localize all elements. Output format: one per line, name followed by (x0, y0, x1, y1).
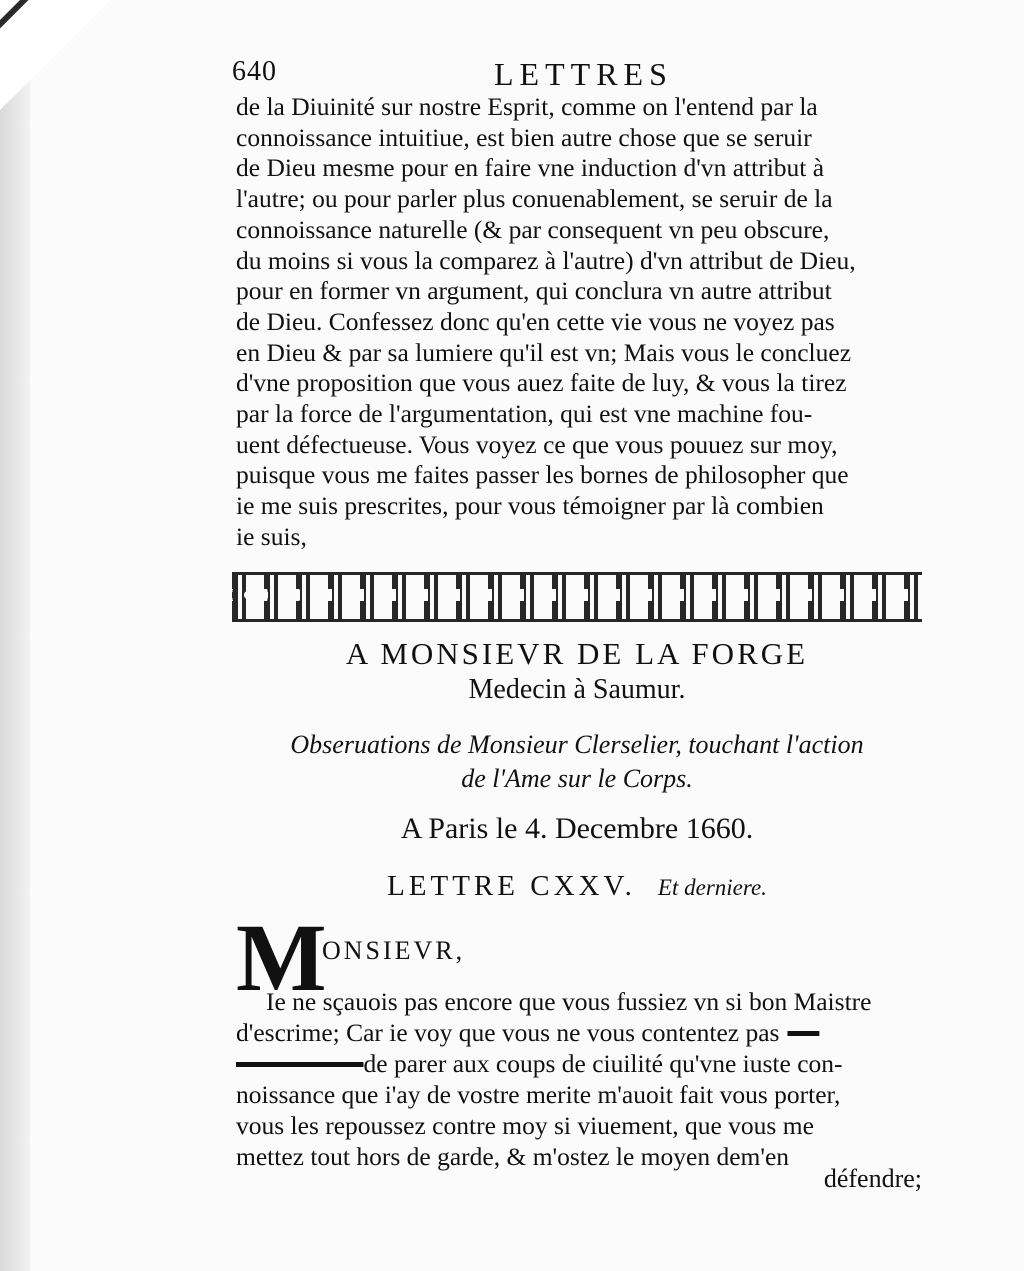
page-margin-shadow (0, 0, 30, 1271)
text-line: par la force de l'argumentation, qui est vne machine fou- (236, 399, 813, 429)
running-title: LETTRES (494, 56, 673, 92)
text-line: de Dieu. Confessez donc qu'en cette vie vous ne voyez pas (236, 306, 835, 336)
drop-cap: M (236, 904, 327, 1011)
subject-line: de l'Ame sur le Corps. (461, 764, 693, 793)
text-line (236, 1017, 924, 1048)
letter-subject (232, 728, 922, 796)
page-number: 640 (232, 56, 277, 87)
text-line: d'vne proposition que vous auez faite de luy, & vous la tirez (236, 368, 847, 398)
text-line: pour en former vn argument, qui conclura vn autre attribut (236, 276, 832, 306)
text-line: connoissance intuitiue, est bien autre chose que se seruir (236, 122, 812, 152)
letter-body (236, 986, 924, 1172)
continued-letter-text (236, 92, 924, 553)
text-line: connoissance naturelle (& par consequent vn peu obscure, (236, 214, 830, 244)
struck-out-text (787, 1017, 819, 1048)
text-line: de la Diuinité sur nostre Esprit, comme on l'entend par la (236, 92, 818, 121)
decorative-ornament-band (232, 572, 922, 622)
letter-number-note: Et derniere. (657, 875, 767, 900)
letter-addressee: A MONSIEVR DE LA FORGE (345, 636, 809, 671)
text-line (236, 1048, 924, 1079)
text-line: noissance que i'ay de vostre merite m'auoit fait vous porter, (236, 1080, 841, 1109)
text-line: uent défectueuse. Vous voyez ce que vous pouuez sur moy, (236, 429, 838, 459)
page-header (232, 56, 922, 96)
subject-line: Obseruations de Monsieur Clerselier, touchant l'action (290, 730, 864, 759)
text-line: de Dieu mesme pour en faire vne induction d'vn attribut à (236, 153, 825, 183)
letter-number: LETTRE CXXV. (387, 870, 636, 902)
letter-date: A Paris le 4. Decembre 1660. (400, 812, 754, 845)
text-line: mettez tout hors de garde, & m'ostez le moyen dem'en (236, 1142, 790, 1171)
addressee-city: Medecin à Saumur. (468, 674, 686, 705)
ornament-pattern (232, 589, 922, 601)
torn-corner (0, 0, 110, 110)
text-line: en Dieu & par sa lumiere qu'il est vn; Mais vous le concluez (236, 337, 852, 367)
salutation: ONSIEVR, (322, 936, 466, 965)
text-line: vous les repoussez contre moy si viuement, que vous me (236, 1111, 814, 1140)
catchword: défendre; (823, 1164, 922, 1193)
text-line: ie me suis prescrites, pour vous témoigner par là combien (236, 491, 824, 521)
text-line: Ie ne sçauois pas encore que vous fussiez vn si bon Maistre (266, 987, 872, 1016)
letter-heading (232, 870, 922, 903)
text-segment: de parer aux coups de ciuilité qu'vne iuste con- (363, 1049, 843, 1078)
text-line: puisque vous me faites passer les bornes de philosopher que (236, 460, 849, 490)
struck-out-text (236, 1048, 364, 1079)
text-line: du moins si vous la comparez à l'autre) d'vn attribut de Dieu, (236, 245, 856, 275)
text-line: l'autre; ou pour parler plus conuenablement, se seruir de la (236, 184, 833, 214)
text-segment: d'escrime; Car ie voy que vous ne vous contentez pas (236, 1018, 780, 1047)
text-line: ie suis, (236, 521, 307, 551)
